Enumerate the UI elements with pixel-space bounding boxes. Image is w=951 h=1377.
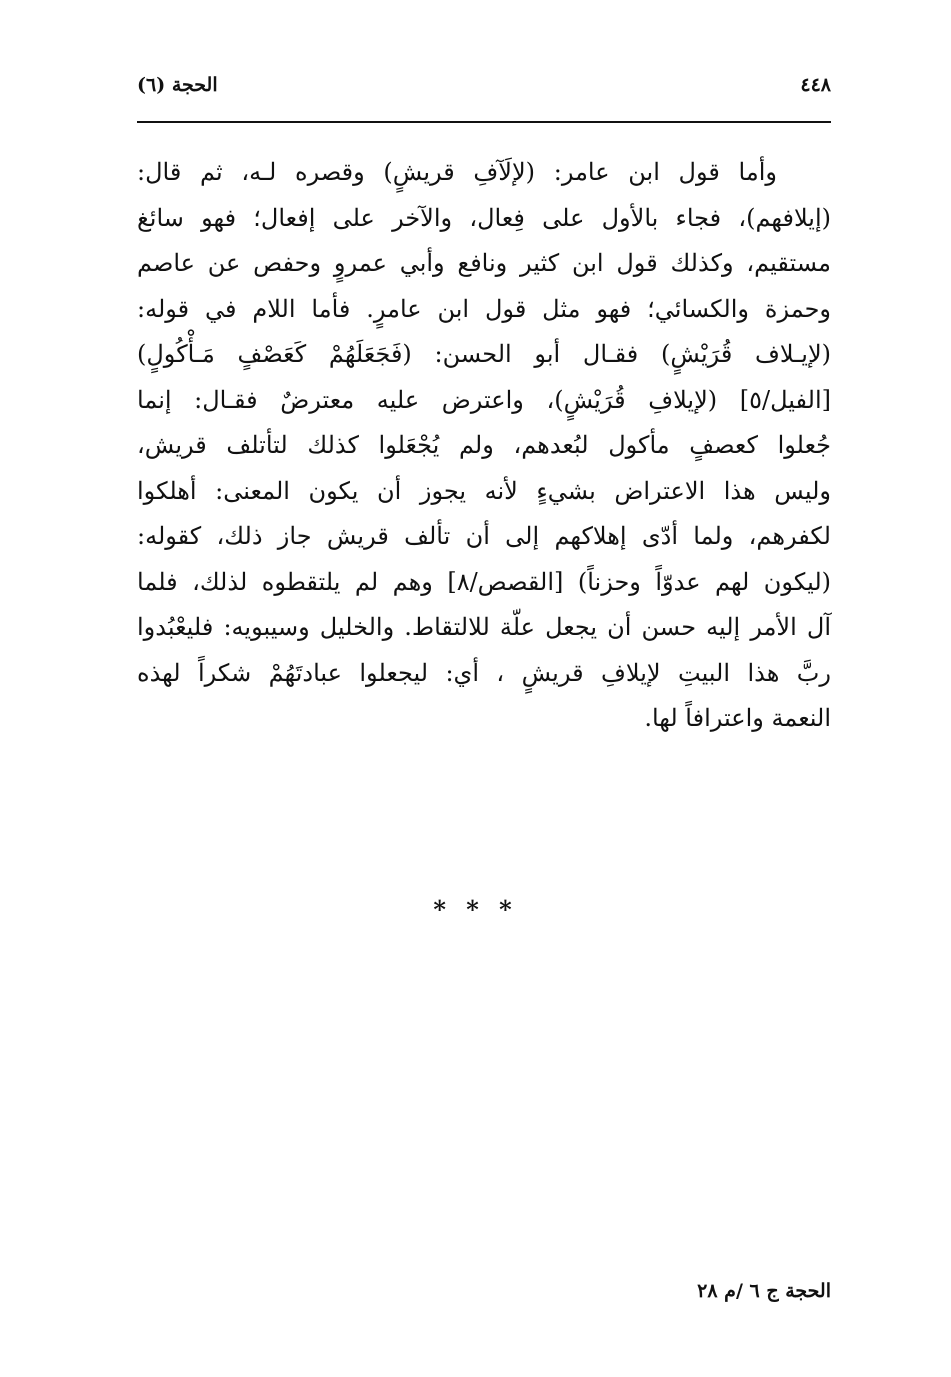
text-line: النعمة واعترافاً لها. [644,704,831,732]
text-line: (ليكون لهم عدوّاً وحزناً) [القصص/٨] وهم لم يلتقطوه لذلك، فلما [137,567,832,596]
text-line: وأما قول ابن عامر: (لإلَآفِ قريشٍ) وقصره لـه، ثم قال: [137,158,777,186]
text-line: آل الأمر إليه حسن أن يجعل علّة للالتقاط. والخليل وسيبويه: فليعْبُدوا [137,613,831,641]
text-line: لكفرهم، ولما أدّى إهلاكهم إلى أن تألف قريش جاز ذلك، كقوله: [137,522,831,550]
printer-signature: الحجة ج ٦ /م ٢٨ [697,1280,831,1302]
section-separator: * * * [433,895,518,924]
text-line: جُعلوا كعصفٍ مأكول لبُعدهم، ولم يُجْعَلوا كذلك لتأتلف قريش، [137,431,831,459]
page-number: ٤٤٨ [800,74,831,96]
body-text [137,150,831,742]
text-line: ربَّ هذا البيتِ لإيلافِ قريشٍ ، أي: ليجعلوا عبادتَهُمْ شكراً لهذه [137,658,831,687]
text-line: وليس هذا الاعتراض بشيءٍ لأنه يجوز أن يكون المعنى: أهلكوا [137,476,831,505]
text-line: مستقيم، وكذلك قول ابن كثير ونافع وأبي عمروٍ وحفص عن عاصم [137,249,832,277]
text-line: (لإيـلاف قُرَيْشٍ) فقـال أبو الحسن: (فَجَعَلَهُمْ كَعَصْفٍ مَـأْكُولٍ) [137,340,831,368]
running-head [137,70,831,106]
text-line: وحمزة والكسائي؛ فهو مثل قول ابن عامرٍ. فأما اللام في قوله: [137,294,831,323]
text-line: [الفيل/٥] (لإيلافِ قُرَيْشٍ)، واعترض عليه معترضٌ فقـال: إنما [137,385,831,414]
text-line: (إيلافهم)، فجاء بالأول على فِعال، والآخر على إفعال؛ فهو سائغ [137,203,832,232]
book-title: الحجة (٦) [137,74,218,96]
header-rule [137,121,831,123]
